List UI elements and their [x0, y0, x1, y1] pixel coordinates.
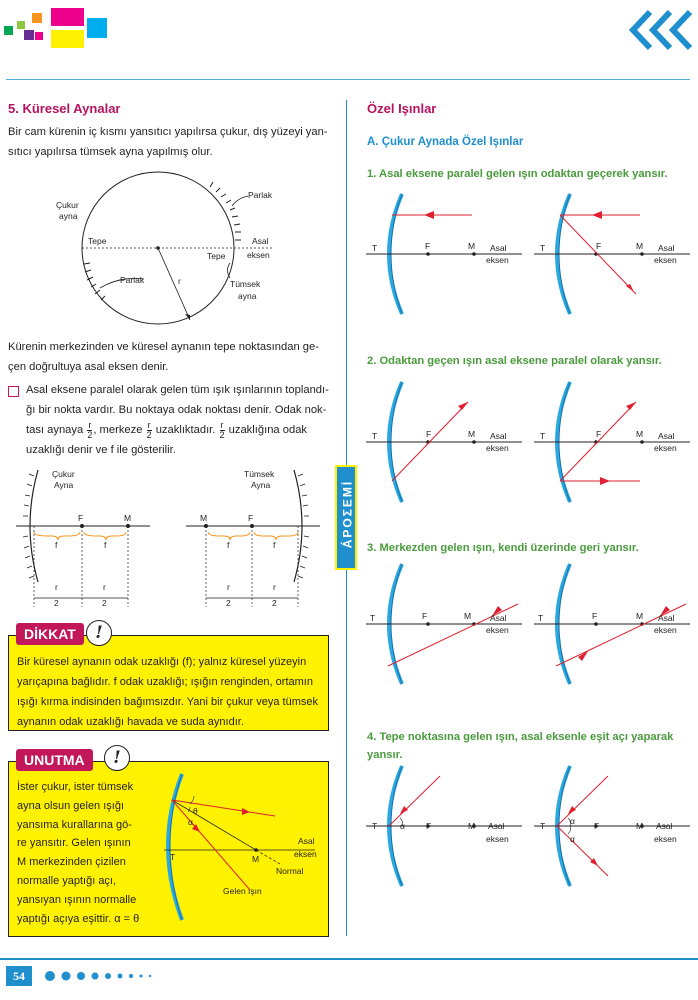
- svg-text:M: M: [636, 821, 644, 831]
- ray-diagram-1b: [530, 190, 698, 320]
- svg-text:Ayna: Ayna: [54, 480, 74, 490]
- svg-text:Asal: Asal: [658, 243, 675, 253]
- svg-text:F: F: [596, 241, 602, 251]
- unutma-text: İster çukur, ister tümsek ayna olsun gelen ışığı yansıma kurallarına gö- re yansıtır. Gelen ışının M merkezinden çizilen normalle yaptığı açı, yansıyan ışının normalle yaptığı açıya eşittir. α = θ: [17, 781, 140, 925]
- svg-text:F: F: [426, 821, 432, 831]
- label-ayna2: ayna: [238, 291, 257, 301]
- svg-text:Asal: Asal: [298, 836, 315, 846]
- svg-text:r: r: [227, 582, 230, 592]
- svg-text:T: T: [372, 431, 378, 441]
- svg-text:T: T: [540, 821, 546, 831]
- label-tepe-right: Tepe: [207, 251, 226, 261]
- svg-text:M: M: [464, 611, 472, 621]
- focal-definition: Asal eksene paralel olarak gelen tüm ışık ışınlarının toplandı- ğı bir nokta vardır. Bu noktaya odak noktası denir. Odak nok- tası aynaya $\frac{r}{2}$ , merkeze $\frac{r}{2}$ uzaklıktadır. $\frac{r}{2}$ uzaklığına odak uzaklığı denir ve f ile gösterilir.: [26, 384, 329, 456]
- rule-1: 1. Asal eksene paralel gelen ışın odaktan geçerek yansır.: [367, 168, 668, 180]
- bullet-box-icon: [8, 386, 19, 397]
- svg-text:α: α: [570, 834, 575, 844]
- header-graphics: [0, 0, 698, 80]
- svg-text:θ: θ: [193, 806, 198, 816]
- svg-text:F: F: [248, 513, 254, 523]
- svg-text:f: f: [273, 540, 276, 550]
- svg-text:T: T: [540, 431, 546, 441]
- svg-text:Çukur: Çukur: [52, 469, 75, 479]
- exclamation-icon: !: [86, 620, 112, 646]
- label-eksen: eksen: [247, 250, 270, 260]
- svg-text:α: α: [400, 821, 405, 831]
- hatch-inner: [84, 263, 105, 300]
- exclamation-icon: !: [104, 745, 130, 771]
- rule-4: 4. Tepe noktasına gelen ışın, asal eksenle eşit açı yaparak yansır.: [367, 731, 674, 761]
- svg-text:r: r: [103, 582, 106, 592]
- svg-text:2: 2: [102, 598, 107, 608]
- double-chevron-left-icon[interactable]: [633, 12, 690, 48]
- svg-text:M: M: [124, 513, 132, 523]
- svg-text:F: F: [592, 611, 598, 621]
- label-tumsek: Tümsek: [230, 279, 261, 289]
- svg-text:T: T: [372, 243, 378, 253]
- svg-text:eksen: eksen: [654, 255, 677, 265]
- svg-text:F: F: [422, 611, 428, 621]
- svg-text:eksen: eksen: [654, 625, 677, 635]
- convex-focal: [186, 469, 320, 608]
- svg-text:2: 2: [272, 598, 277, 608]
- svg-text:F: F: [78, 513, 84, 523]
- ray-diagram-2b: [530, 378, 698, 508]
- svg-text:T: T: [372, 821, 378, 831]
- svg-text:eksen: eksen: [486, 255, 509, 265]
- svg-text:α: α: [188, 817, 193, 827]
- axis-definition: Kürenin merkezinden ve küresel aynanın tepe noktasından ge- çen doğrultuya asal eksen denir.: [8, 341, 319, 373]
- svg-text:r: r: [273, 582, 276, 592]
- svg-text:Asal: Asal: [490, 613, 507, 623]
- ray-diagram-4b: [530, 762, 698, 892]
- svg-text:eksen: eksen: [294, 849, 317, 859]
- svg-text:M: M: [252, 854, 260, 864]
- svg-text:Gelen ışın: Gelen ışın: [223, 886, 262, 896]
- label-asal: Asal: [252, 236, 269, 246]
- sphere-diagram: [40, 168, 290, 328]
- svg-text:eksen: eksen: [654, 834, 677, 844]
- label-tepe-left: Tepe: [88, 236, 107, 246]
- rule-3: 3. Merkezden gelen ışın, kendi üzerinde geri yansır.: [367, 542, 639, 554]
- intro-text: Bir cam kürenin iç kısmı yansıtıcı yapılırsa çukur, dış yüzeyi yan- sıtıcı yapılırsa tümsek ayna yapılmış olur.: [8, 126, 328, 158]
- svg-text:T: T: [370, 613, 376, 623]
- svg-text:eksen: eksen: [486, 625, 509, 635]
- svg-text:r: r: [55, 582, 58, 592]
- svg-text:Asal: Asal: [658, 613, 675, 623]
- right-title: Özel Işınlar: [367, 101, 437, 116]
- svg-text:eksen: eksen: [486, 443, 509, 453]
- svg-text:Asal: Asal: [656, 821, 673, 831]
- focal-diagrams: [8, 462, 343, 612]
- svg-text:M: M: [636, 429, 644, 439]
- concave-focal: [16, 469, 150, 608]
- label-r: r: [178, 276, 181, 286]
- rule-2: 2. Odaktan geçen ışın asal eksene paralel olarak yansır.: [367, 355, 662, 367]
- right-subtitle: A. Çukur Aynada Özel Işınlar: [367, 136, 524, 148]
- svg-text:Asal: Asal: [490, 243, 507, 253]
- unutma-tag: UNUTMA: [16, 749, 93, 771]
- side-tab: ÁPOΣEMİ: [335, 465, 357, 570]
- brand-logo: [4, 8, 107, 48]
- svg-text:M: M: [636, 241, 644, 251]
- svg-text:2: 2: [226, 598, 231, 608]
- ray-diagram-4a: [362, 762, 532, 892]
- svg-text:Asal: Asal: [488, 821, 505, 831]
- svg-text:Ayna: Ayna: [251, 480, 271, 490]
- svg-text:f: f: [227, 540, 230, 550]
- ray-diagram-3b: [530, 560, 698, 690]
- dikkat-text: Bir küresel aynanın odak uzaklığı (f); yalnız küresel yüzeyin yarıçapına bağlıdır. f odak uzaklığı; ışığın renginden, ortamın ışığı kırma indisinden bağımsızdır. Yani bir çukur veya tümsek aynanın odak uzaklığı havada ve suda aynıdır.: [17, 656, 319, 728]
- svg-text:F: F: [596, 429, 602, 439]
- svg-text:Normal: Normal: [276, 866, 304, 876]
- label-parlak-bottom: Parlak: [120, 275, 145, 285]
- svg-text:M: M: [468, 821, 476, 831]
- svg-text:eksen: eksen: [486, 834, 509, 844]
- reflection-law-diagram: [150, 770, 325, 930]
- svg-text:M: M: [468, 429, 476, 439]
- svg-text:α: α: [570, 816, 575, 826]
- ray-diagram-2a: [362, 378, 532, 508]
- svg-text:2: 2: [54, 598, 59, 608]
- svg-text:F: F: [426, 429, 432, 439]
- svg-text:M: M: [200, 513, 208, 523]
- ray-diagram-3a: [362, 560, 532, 690]
- label-cukur: Çukur: [56, 200, 79, 210]
- label-parlak-top: Parlak: [248, 190, 273, 200]
- svg-text:M: M: [636, 611, 644, 621]
- svg-text:M: M: [468, 241, 476, 251]
- footer-dots: [40, 968, 170, 984]
- section-title: 5. Küresel Aynalar: [8, 101, 121, 116]
- svg-text:T: T: [170, 852, 176, 862]
- dikkat-tag: DİKKAT: [16, 623, 84, 645]
- svg-text:F: F: [594, 821, 600, 831]
- svg-text:f: f: [104, 540, 107, 550]
- svg-text:Asal: Asal: [658, 431, 675, 441]
- svg-text:eksen: eksen: [654, 443, 677, 453]
- svg-text:Tümsek: Tümsek: [244, 469, 275, 479]
- svg-text:F: F: [425, 241, 431, 251]
- hatch-outer: [210, 182, 241, 240]
- svg-text:f: f: [55, 540, 58, 550]
- page-number: 54: [6, 966, 32, 986]
- ray-diagram-1a: [362, 190, 532, 320]
- footer-rule: [0, 958, 698, 960]
- label-ayna: ayna: [59, 211, 78, 221]
- svg-text:T: T: [538, 613, 544, 623]
- svg-text:T: T: [540, 243, 546, 253]
- svg-text:Asal: Asal: [490, 431, 507, 441]
